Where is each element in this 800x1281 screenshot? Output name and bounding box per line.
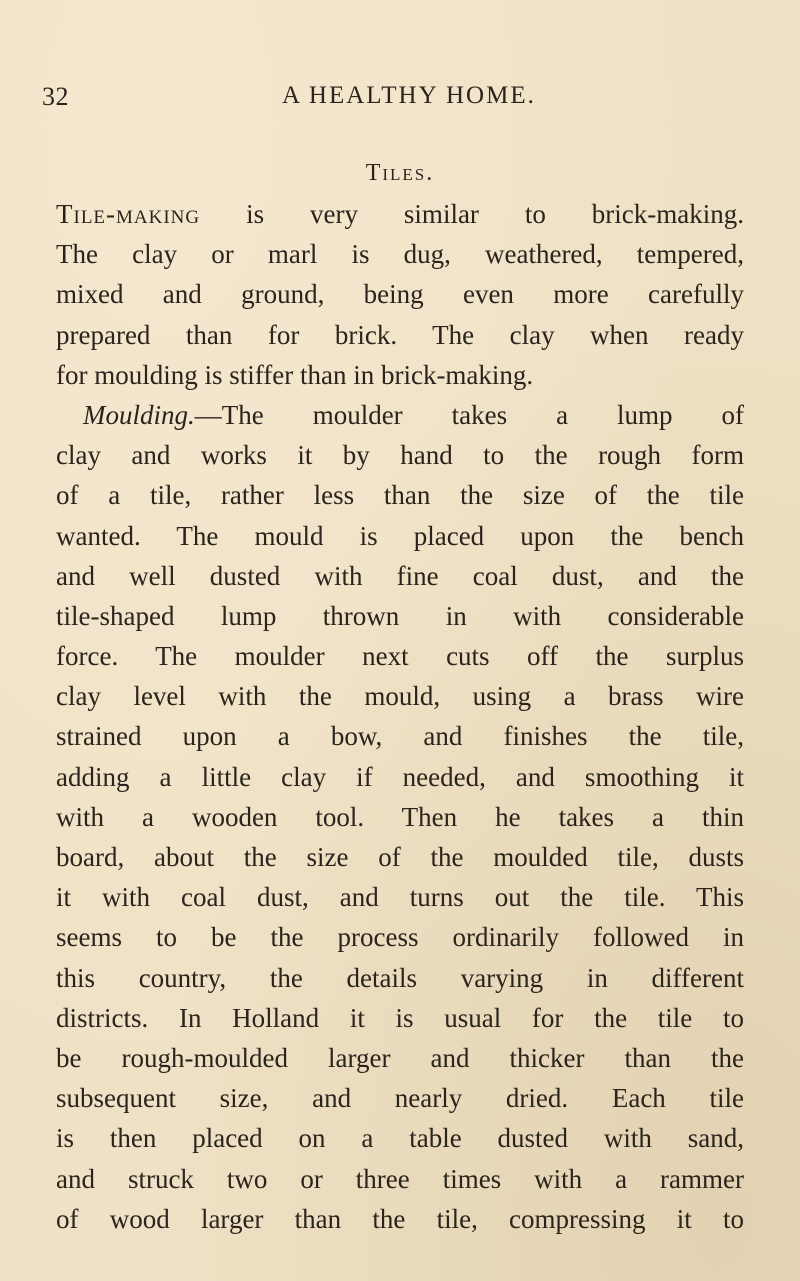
text-line: clay level with the mould, using a brass wire	[56, 681, 744, 712]
running-head: A HEALTHY HOME.	[282, 82, 536, 109]
text-line: is then placed on a table dusted with sand,	[56, 1123, 744, 1154]
body-text	[56, 194, 744, 1239]
text-line	[56, 395, 744, 435]
text-line: subsequent size, and nearly dried. Each tile	[56, 1083, 744, 1114]
section-title: Tiles.	[365, 160, 435, 186]
text-line: and struck two or three times with a rammer	[56, 1163, 744, 1194]
page-number: 32	[42, 82, 69, 111]
text-line: prepared than for brick. The clay when ready	[56, 319, 744, 350]
text-line: clay and works it by hand to the rough form	[56, 440, 744, 471]
text-line: tile-shaped lump thrown in with considerable	[56, 600, 744, 631]
lead-small-caps: Tile-making	[56, 199, 201, 229]
text-line-content: is very similar to brick-making.	[200, 199, 744, 229]
text-line: of a tile, rather less than the size of the tile	[56, 480, 744, 511]
text-line: seems to be the process ordinarily followed in	[56, 922, 744, 953]
text-line: of wood larger than the tile, compressing it to	[56, 1203, 744, 1234]
text-line: wanted. The mould is placed upon the bench	[56, 520, 744, 551]
text-line: with a wooden tool. Then he takes a thin	[56, 801, 744, 832]
text-line: and well dusted with fine coal dust, and the	[56, 560, 744, 591]
text-line: this country, the details varying in different	[56, 962, 744, 993]
text-line: The clay or marl is dug, weathered, tempered,	[56, 239, 744, 270]
text-line: adding a little clay if needed, and smoothing it	[56, 761, 744, 792]
text-line	[56, 194, 744, 234]
text-line: for moulding is stiffer than in brick-making.	[56, 359, 534, 390]
text-line: force. The moulder next cuts off the surplus	[56, 641, 744, 672]
text-line: districts. In Holland it is usual for the tile to	[56, 1002, 744, 1033]
lead-italic: Moulding.	[83, 399, 195, 430]
text-line: be rough-moulded larger and thicker than the	[56, 1042, 744, 1073]
text-line: board, about the size of the moulded tile, dusts	[56, 842, 744, 872]
text-line: mixed and ground, being even more carefully	[56, 279, 744, 310]
text-line: strained upon a bow, and finishes the tile,	[56, 721, 744, 752]
text-line-content: —The moulder takes a lump of	[194, 399, 744, 430]
text-line: it with coal dust, and turns out the tile. This	[56, 882, 744, 913]
page-header	[0, 82, 800, 118]
